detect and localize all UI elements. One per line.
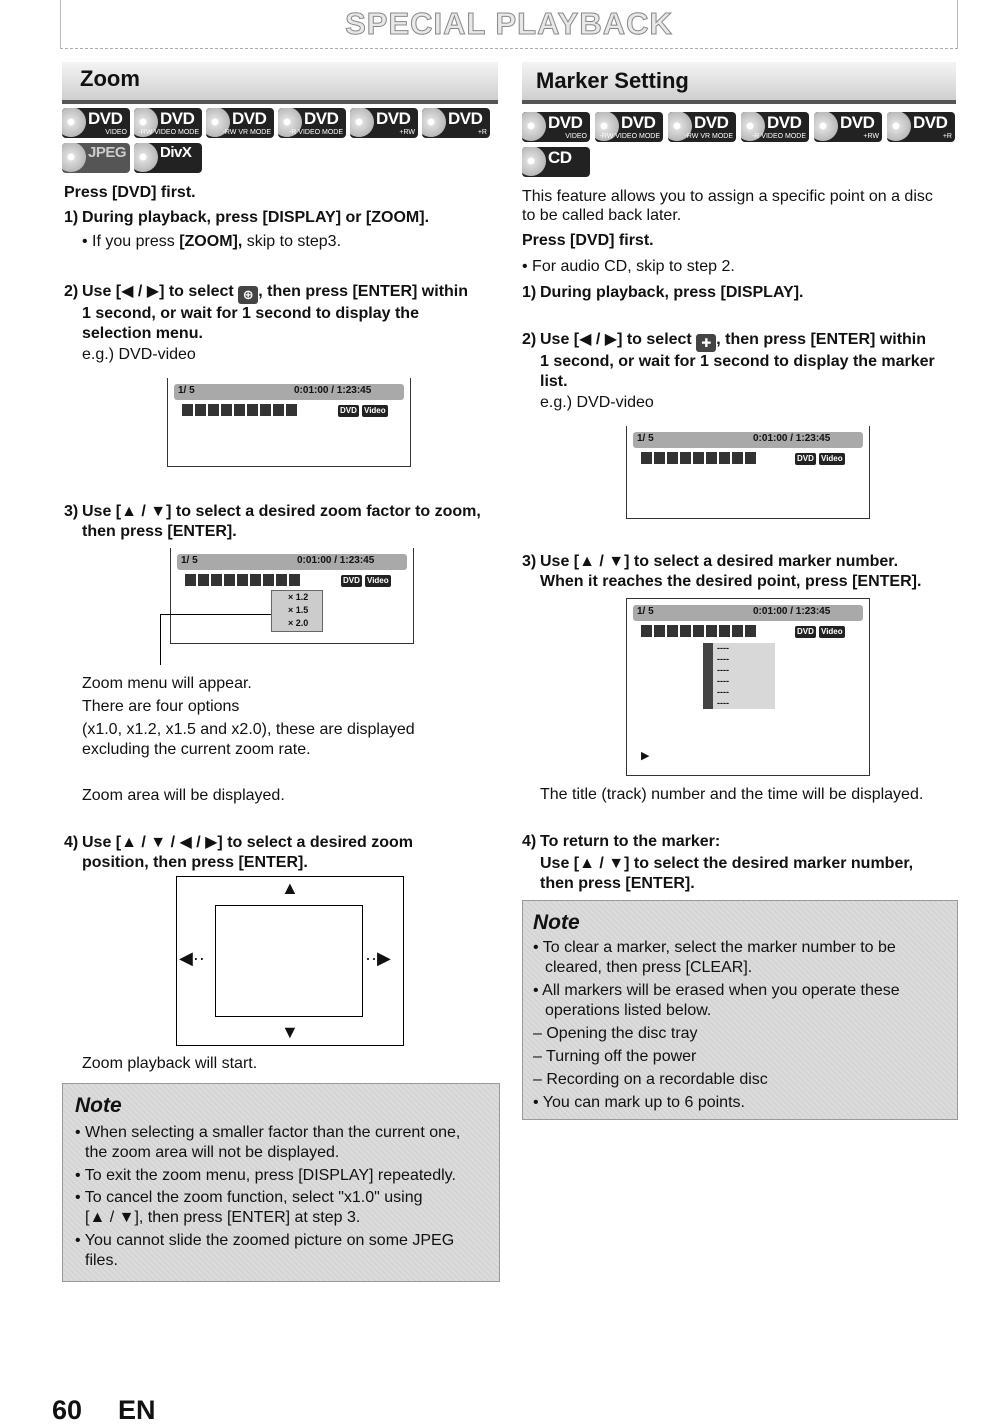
zoom-step-2: 2) Use [◀ / ▶] to select ⊕ , then press [ENTER] within 1 second, or wait for 1 second to display the selection menu. <box>64 283 469 342</box>
marker-heading-text: Marker Setting <box>536 68 689 93</box>
zoom-step-1: 1) During playback, press [DISPLAY] or [ZOOM]. <box>64 209 430 226</box>
page-language: EN <box>118 1395 156 1425</box>
arrow-up-icon: ▲ <box>281 878 299 898</box>
osd-icon-row <box>641 452 756 466</box>
osd-status-bar: 1/ 5 0:01:00 / 1:23:45 <box>174 384 404 400</box>
zoom-step-4: 4) Use [▲ / ▼ / ◀ / ▶] to select a desired zoom position, then press [ENTER]. <box>64 834 414 871</box>
marker-step-1: 1) During playback, press [DISPLAY]. <box>522 284 804 301</box>
badge-dvd-r-video: DVD -R VIDEO MODE <box>741 112 809 142</box>
marker-step-4: 4) To return to the marker: <box>522 833 721 850</box>
zoom-factor-menu <box>271 590 323 632</box>
marker-press-dvd-first: Press [DVD] first. <box>522 232 654 249</box>
marker-function-icon: ✚ <box>696 334 716 352</box>
zoom-area-frame <box>215 905 363 1017</box>
marker-list <box>703 643 775 709</box>
zoom-heading-text: Zoom <box>80 66 140 91</box>
marker-note-line: • All markers will be erased when you operate these <box>533 982 900 999</box>
zoom-options-list-text: (x1.0, x1.2, x1.5 and x2.0), these are displayed <box>82 721 415 738</box>
zoom-example-label: e.g.) DVD-video <box>82 346 196 363</box>
marker-note-line: • To clear a marker, select the marker number to be <box>533 939 896 956</box>
marker-note-line: cleared, then press [CLEAR]. <box>545 959 753 976</box>
badge-dvd-r-video: DVD -R VIDEO MODE <box>278 108 346 138</box>
badge-dvd-rw-vr: DVD -RW VR MODE <box>668 112 736 142</box>
marker-note-box <box>522 900 958 1120</box>
page-header <box>60 0 958 49</box>
marker-list-entry: ---- <box>703 643 775 654</box>
badge-dvd-video: DVD VIDEO <box>522 112 590 142</box>
badge-dvd-rw-video: DVD -RW VIDEO MODE <box>595 112 663 142</box>
zoom-note-line: files. <box>85 1252 118 1269</box>
zoom-function-icon: ⊕ <box>238 286 258 304</box>
zoom-note-line: the zoom area will not be displayed. <box>85 1144 340 1161</box>
marker-title-time-text: The title (track) number and the time will be displayed. <box>540 786 924 803</box>
marker-step-3: 3) Use [▲ / ▼] to select a desired marker number. When it reaches the desired point, press [ENTER]. <box>522 553 922 590</box>
arrow-left-icon: ◀·· <box>179 948 205 968</box>
marker-note-line: – Opening the disc tray <box>533 1025 698 1042</box>
zoom-position-diagram <box>176 876 404 1046</box>
osd-dvd-tag: DVD <box>343 576 360 585</box>
badge-dvd-plus-r: DVD +R <box>887 112 955 142</box>
zoom-step-3: 3) Use [▲ / ▼] to select a desired zoom factor to zoom, then press [ENTER]. <box>64 503 481 540</box>
zoom-area-text: Zoom area will be displayed. <box>82 787 285 804</box>
marker-list-entry: ---- <box>703 698 775 709</box>
marker-note-line: operations listed below. <box>545 1002 712 1019</box>
badge-dvd-rw-vr: DVD -RW VR MODE <box>206 108 274 138</box>
zoom-press-dvd-first: Press [DVD] first. <box>64 184 196 201</box>
badge-dvd-plus-rw: DVD +RW <box>350 108 418 138</box>
marker-disc-badges <box>522 112 962 177</box>
badge-dvd-video: DVD VIDEO <box>62 108 130 138</box>
marker-section-heading <box>522 62 956 104</box>
osd-dvd-tag: DVD <box>797 454 814 463</box>
marker-osd-screen-1 <box>626 426 870 519</box>
zoom-section-heading <box>62 62 498 104</box>
osd-status-bar: 1/ 5 0:01:00 / 1:23:45 <box>177 554 407 570</box>
osd-icon-row <box>185 574 300 588</box>
arrow-down-icon: ▼ <box>281 1022 299 1042</box>
marker-list-entry: ---- <box>703 665 775 676</box>
osd-video-tag: Video <box>364 406 386 415</box>
osd-status-bar: 1/ 5 0:01:00 / 1:23:45 <box>633 605 863 621</box>
zoom-step-1-note: • If you press [ZOOM], skip to step3. <box>82 233 342 250</box>
zoom-four-options-text: There are four options <box>82 698 240 715</box>
zoom-note-title: Note <box>75 1094 122 1117</box>
osd-video-tag: Video <box>821 627 843 636</box>
marker-osd-screen-2 <box>626 598 870 776</box>
zoom-option: × 1.5 <box>288 605 309 615</box>
badge-cd: CD <box>522 147 590 177</box>
play-icon: ▶ <box>641 750 650 762</box>
page-title: SPECIAL PLAYBACK <box>345 6 673 41</box>
marker-intro-line-1: This feature allows you to assign a specific point on a disc <box>522 188 933 205</box>
marker-list-entry: ---- <box>703 687 775 698</box>
zoom-note-line: • To cancel the zoom function, select "x1.0" using <box>75 1189 423 1206</box>
marker-step-4-detail: Use [▲ / ▼] to select the desired marker number, then press [ENTER]. <box>540 855 914 892</box>
zoom-note-line: • To exit the zoom menu, press [DISPLAY] repeatedly. <box>75 1167 456 1184</box>
marker-note-line: • You can mark up to 6 points. <box>533 1094 745 1111</box>
osd-dvd-tag: DVD <box>797 627 814 636</box>
marker-list-entry: ---- <box>703 676 775 687</box>
arrow-right-icon: ··▶ <box>365 948 391 968</box>
zoom-note-line: • You cannot slide the zoomed picture on some JPEG <box>75 1232 455 1249</box>
badge-dvd-plus-rw: DVD +RW <box>814 112 882 142</box>
osd-icon-row <box>641 625 756 639</box>
osd-video-tag: Video <box>367 576 389 585</box>
osd-video-tag: Video <box>821 454 843 463</box>
marker-list-entry: ---- <box>703 654 775 665</box>
marker-note-title: Note <box>533 911 580 934</box>
zoom-osd-screen-1 <box>167 378 411 467</box>
zoom-disc-badges <box>62 108 502 173</box>
badge-jpeg: JPEG <box>62 143 130 173</box>
osd-icon-row <box>182 404 297 418</box>
osd-status-bar: 1/ 5 0:01:00 / 1:23:45 <box>633 432 863 448</box>
badge-dvd-plus-r: DVD +R <box>422 108 490 138</box>
zoom-excluding-text: excluding the current zoom rate. <box>82 741 311 758</box>
marker-audio-cd-note: • For audio CD, skip to step 2. <box>522 258 735 275</box>
osd-dvd-tag: DVD <box>340 406 357 415</box>
marker-intro-line-2: to be called back later. <box>522 207 682 224</box>
zoom-menu-callout-line <box>160 614 271 665</box>
badge-dvd-rw-video: DVD -RW VIDEO MODE <box>134 108 202 138</box>
marker-example-label: e.g.) DVD-video <box>540 394 654 411</box>
zoom-note-box <box>62 1083 500 1282</box>
marker-note-line: – Recording on a recordable disc <box>533 1071 768 1088</box>
zoom-note-line: [▲ / ▼], then press [ENTER] at step 3. <box>85 1209 361 1226</box>
badge-divx: DivX <box>134 143 202 173</box>
marker-step-2: 2) Use [◀ / ▶] to select ✚ , then press [ENTER] within 1 second, or wait for 1 second to display the marker list. <box>522 331 935 390</box>
zoom-playback-start-text: Zoom playback will start. <box>82 1055 258 1072</box>
zoom-menu-appear-text: Zoom menu will appear. <box>82 675 252 692</box>
marker-note-line: – Turning off the power <box>533 1048 697 1065</box>
zoom-note-line: • When selecting a smaller factor than the current one, <box>75 1124 461 1141</box>
page-number: 60 <box>52 1395 83 1425</box>
zoom-option: × 2.0 <box>288 618 309 628</box>
zoom-option: × 1.2 <box>288 592 309 602</box>
